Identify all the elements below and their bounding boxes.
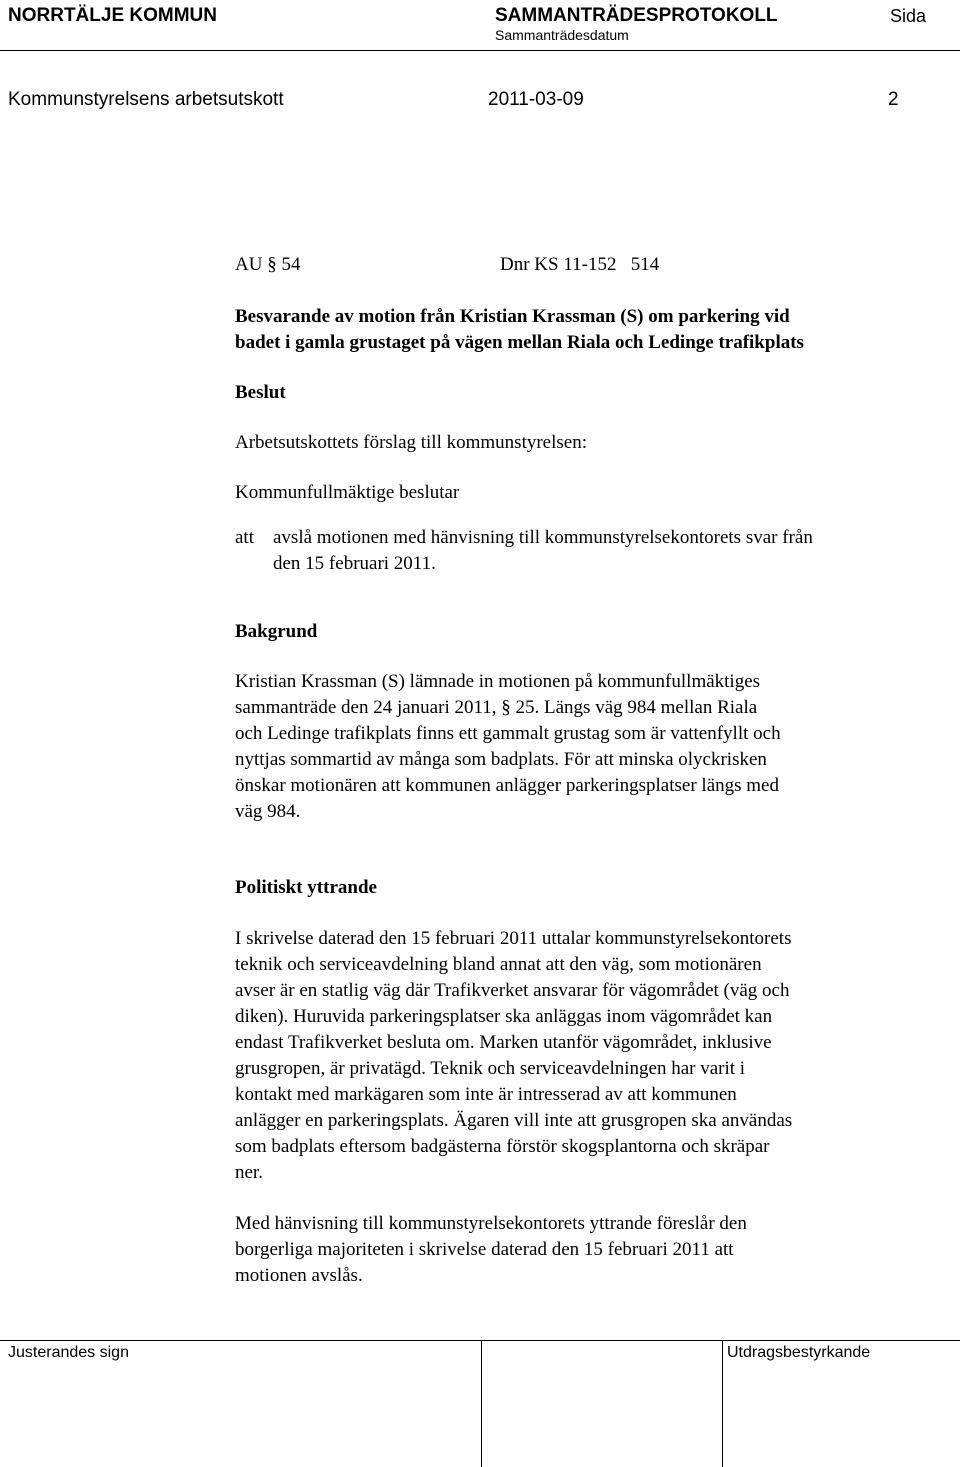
bakgrund-heading: Bakgrund <box>235 621 318 642</box>
justerandes-sign-label: Justerandes sign <box>8 1344 129 1361</box>
meeting-date: 2011-03-09 <box>488 89 584 110</box>
text-line: avser är en statlig väg där Trafikverket ansvarar för vägområdet (väg och <box>235 980 790 1001</box>
page-number: 2 <box>888 89 899 110</box>
text-line: endast Trafikverket besluta om. Marken utanför vägområdet, inklusive <box>235 1032 772 1053</box>
utdragsbestyrkande-label: Utdragsbestyrkande <box>727 1344 871 1361</box>
decider-label: Kommunfullmäktige beslutar <box>235 482 460 503</box>
att-marker: att <box>235 527 254 548</box>
text-line: Med hänvisning till kommunstyrelsekontorets yttrande föreslår den <box>235 1213 747 1234</box>
text-line: I skrivelse daterad den 15 februari 2011 uttalar kommunstyrelsekontorets <box>235 928 792 949</box>
case-reference <box>235 252 925 280</box>
text-line: diken). Huruvida parkeringsplatser ska anläggas inom vägområdet kan <box>235 1006 773 1027</box>
text-line: som badplats eftersom badgästerna förstör skogsplantorna och skräpar <box>235 1136 770 1157</box>
text-line: borgerliga majoriteten i skrivelse daterad den 15 februari 2011 att <box>235 1239 734 1260</box>
text-line: nyttjas sommartid av många som badplats. För att minska olyckrisken <box>235 749 767 770</box>
paragraph-number: AU § 54 <box>235 254 301 275</box>
decision-text-line: avslå motionen med hänvisning till kommunstyrelsekontorets svar från <box>273 527 813 548</box>
document-title: SAMMANTRÄDESPROTOKOLL <box>495 5 778 26</box>
page-label: Sida <box>890 6 927 26</box>
footer-cell-divider <box>722 1340 723 1467</box>
footer-divider <box>0 1340 960 1341</box>
case-title-line: Besvarande av motion från Kristian Krassman (S) om parkering vid <box>235 306 790 327</box>
text-line: kontakt med markägaren som inte är intresserad av att kommunen <box>235 1084 737 1105</box>
beslut-heading: Beslut <box>235 382 286 403</box>
diary-number: Dnr KS 11-152 514 <box>500 254 660 275</box>
header-divider <box>0 50 960 51</box>
text-line: väg 984. <box>235 801 301 822</box>
text-line: och Ledinge trafikplats finns ett gammalt grustag som är vattenfyllt och <box>235 723 781 744</box>
text-line: önskar motionären att kommunen anlägger parkeringsplatser längs med <box>235 775 779 796</box>
text-line: ner. <box>235 1162 263 1183</box>
bakgrund-paragraph <box>235 669 925 825</box>
conclusion-paragraph <box>235 1211 925 1289</box>
text-line: teknik och serviceavdelning bland annat att den väg, som motionären <box>235 954 762 975</box>
footer-cell-divider <box>481 1340 482 1467</box>
text-line: anlägger en parkeringsplats. Ägaren vill inte att grusgropen ska användas <box>235 1110 793 1131</box>
meeting-date-label: Sammanträdesdatum <box>495 27 629 43</box>
text-line: motionen avslås. <box>235 1265 363 1286</box>
politiskt-heading: Politiskt yttrande <box>235 877 377 898</box>
decision-text-line: den 15 februari 2011. <box>273 553 436 574</box>
protocol-body <box>235 252 925 1289</box>
text-line: sammanträde den 24 januari 2011, § 25. Längs väg 984 mellan Riala <box>235 697 758 718</box>
decision-item <box>235 525 925 577</box>
proposal-label: Arbetsutskottets förslag till kommunstyrelsen: <box>235 432 587 453</box>
committee-name: Kommunstyrelsens arbetsutskott <box>8 89 284 110</box>
case-title-line: badet i gamla grustaget på vägen mellan Riala och Ledinge trafikplats <box>235 332 804 353</box>
municipality-name: NORRTÄLJE KOMMUN <box>8 5 217 26</box>
text-line: grusgropen, är privatägd. Teknik och serviceavdelningen har varit i <box>235 1058 746 1079</box>
text-line: Kristian Krassman (S) lämnade in motionen på kommunfullmäktiges <box>235 671 761 692</box>
politiskt-paragraph <box>235 926 925 1186</box>
